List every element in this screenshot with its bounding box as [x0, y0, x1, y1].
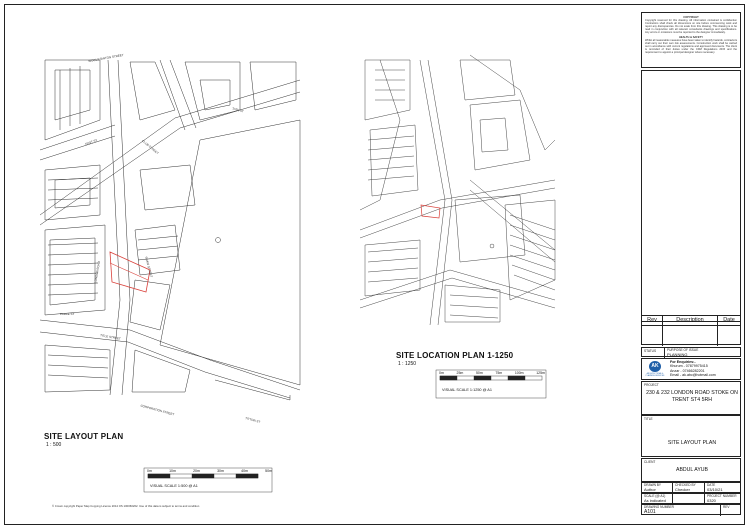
- layout-visual-scale: VISUAL SCALE 1:500 @ A1: [150, 484, 198, 488]
- date-label: DATE: [707, 483, 716, 487]
- logo-mark: AK: [649, 361, 661, 372]
- client-label: CLIENT: [644, 460, 656, 464]
- street-label: EAST ST: [84, 137, 98, 147]
- street-label: TATE ST: [231, 106, 245, 114]
- title-value: SITE LAYOUT PLAN: [667, 440, 717, 446]
- client-value: ABDUL AYUB: [676, 467, 708, 473]
- purpose-label: PURPOSE OF ISSUE: [667, 348, 699, 352]
- logo-subtitle: ARCHITECTURAL & PLANNING SERVICES: [645, 373, 665, 377]
- revision-header: [642, 316, 740, 326]
- status-row: [641, 347, 741, 357]
- copyright-note: © Crown copyright Paper Map Copying Licence 2014 OS 100060202. Use of this data is subject to terms and condition: [52, 504, 200, 508]
- location-site-boundary: [421, 205, 440, 218]
- checked-label: CHECKED BY: [675, 483, 696, 487]
- revision-table: [641, 315, 741, 345]
- scale-tick: 125m: [536, 371, 545, 375]
- location-scale-ticks: [439, 371, 545, 375]
- notes-heading: COPYRIGHT: [683, 16, 699, 19]
- project-value: 230 & 232 LONDON ROAD STOKE ON TRENT ST4 5RH: [646, 390, 738, 403]
- rev-col: Rev: [642, 316, 663, 325]
- street-label: CORPORATION STREET: [140, 403, 175, 417]
- scale-tick: 10m: [169, 469, 176, 473]
- scale-tick: 25m: [456, 371, 464, 375]
- enquiries-heading: For Enquiries:-: [670, 360, 696, 364]
- layout-plan-scale: 1 : 500: [46, 442, 62, 448]
- scale-row: [641, 493, 741, 504]
- project-label: PROJECT: [644, 383, 659, 387]
- company-box: [641, 358, 741, 380]
- contact-1: Khurum - 07879975415: [670, 364, 708, 369]
- location-plan-scale: 1 : 1250: [398, 361, 417, 367]
- drawing-number-value: A101: [644, 509, 656, 515]
- scale-tick: 0m: [147, 469, 152, 473]
- scale-tick: 75m: [495, 371, 503, 375]
- street-label: PARLE ST: [60, 312, 75, 316]
- street-label: CLUB STREET: [141, 138, 160, 156]
- street-label: SHAW STREET: [144, 256, 154, 278]
- scale-tick: 0m: [439, 371, 444, 375]
- scale-tick: 100m: [514, 371, 524, 375]
- drawing-number-label: DRAWING NUMBER: [644, 505, 674, 509]
- client-box: [641, 458, 741, 482]
- title-label: TITLE: [644, 417, 653, 421]
- layout-map: [40, 38, 300, 400]
- location-visual-scale: VISUAL SCALE 1:1250 @ A1: [442, 388, 492, 392]
- date-value: 03/10/21: [707, 487, 723, 492]
- scale-value: As indicated: [644, 498, 666, 503]
- title-box: [641, 415, 741, 457]
- notes-text: Copyright reserved for this drawing. All information contained is confidential. Contractors shall check all dimensions on site before commencing work and report any discrepancies. Do not scale from this drawing. This drawing is to be read in conjunction with all relevant consultants drawings and specifications. Any errors or omissions must be reported to the designer immediately.: [645, 19, 737, 35]
- notes-box: [641, 12, 741, 68]
- scale-tick: 50m: [265, 469, 272, 473]
- description-col: Description: [663, 316, 718, 325]
- street-label: LONDON ROAD: [93, 260, 102, 284]
- date-col: Date: [723, 317, 735, 323]
- scale-tick: 20m: [193, 469, 200, 473]
- drawn-row: [641, 482, 741, 493]
- layout-scale-ticks: [147, 469, 272, 473]
- project-number-label: PROJECT NUMBER: [707, 494, 737, 498]
- scale-tick: 40m: [241, 469, 248, 473]
- street-label: WOOLSTANTON STREET: [87, 52, 124, 64]
- status-label: STATUS: [644, 349, 657, 353]
- location-map: [360, 50, 555, 325]
- scale-label: SCALE (@ A1): [644, 494, 666, 498]
- scale-tick: 50m: [475, 371, 483, 375]
- blank-panel: [641, 70, 741, 322]
- contact-email: Email - ak.abc@hotmail.com: [670, 373, 716, 378]
- layout-scale-bar: [148, 474, 258, 478]
- street-label: TITTON ST: [244, 416, 261, 424]
- drawing-number-row: [641, 504, 741, 515]
- contact-2: Anzar - 07466282201: [670, 368, 705, 373]
- drawn-value: Author: [644, 487, 656, 492]
- rev-label: REV: [723, 505, 730, 509]
- scale-tick: 30m: [217, 469, 224, 473]
- title-block: [641, 10, 741, 515]
- project-number-value: 0320: [707, 498, 716, 503]
- purpose-value: PLANNING: [667, 352, 688, 357]
- notes-text-2: Whilst all reasonable measures have been taken to identify hazards, contractors shall carry out their own risk assessments. Construction work shall be carried out in accordance with current regulations and approved documents. The client is reminded of their duties under the CDM Regulations 2015 and the requirement to appoint a principal designer where necessary.: [645, 38, 737, 55]
- location-plan-title: SITE LOCATION PLAN 1-1250: [396, 351, 514, 360]
- drawn-label: DRAWN BY: [644, 483, 662, 487]
- checked-value: Checker: [675, 487, 690, 492]
- project-box: [641, 381, 741, 415]
- layout-plan-title: SITE LAYOUT PLAN: [44, 432, 124, 441]
- enquiries-block: [670, 360, 716, 378]
- company-logo: [644, 361, 666, 379]
- street-label: TITLE STREET: [99, 333, 122, 341]
- notes-heading-2: HEALTH & SAFETY: [679, 35, 703, 39]
